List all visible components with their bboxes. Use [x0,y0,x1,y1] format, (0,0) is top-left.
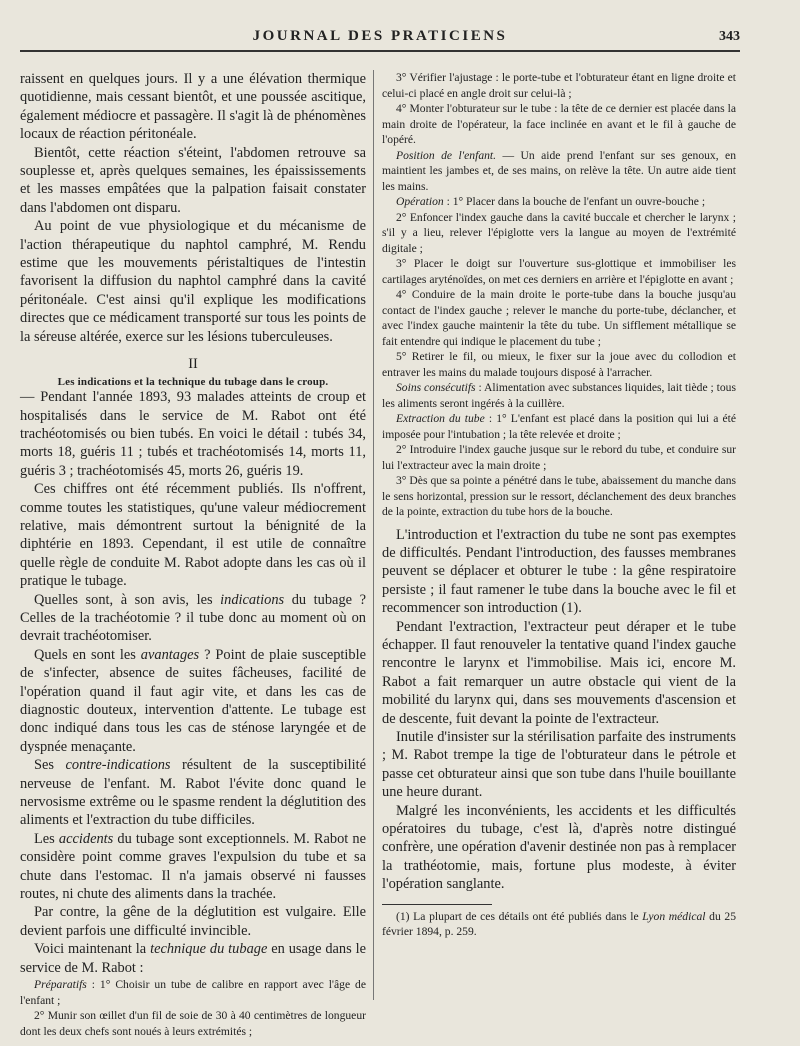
paragraph: — Pendant l'année 1893, 93 malades atteints de croup et hospitalisés dans le service de M. Rabot ont été trachéotomisés ou bien tubés. En voici le détail : tubés 34, morts 18, guéris 11 ; tubés et trachéotomisés 14, morts 11, guéris 3 ; trachéotomisés 45, morts 26, guéris 19. [20,389,366,479]
paragraph: Bientôt, cette réaction s'éteint, l'abdomen retrouve sa souplesse et, après quelques semaines, les épaississements et les masses empâtées que la palpation faisait constater dans l'abdomen ont disparu. [20,144,366,216]
page-number: 343 [719,29,740,44]
journal-title: JOURNAL DES PRATICIENS [252,28,508,44]
footnote-rule [382,904,492,905]
procedure-step: 5° Retirer le fil, ou mieux, le fixer sur la joue avec du collodion et entraver les mains du malade toujours disposé à l'arracher. [382,350,736,379]
paragraph: Les accidents du tubage sont exceptionnels. M. Rabot ne considère point comme graves l'expulsion du tube et sa chute dans l'estomac. Il n'a jamais observé ni fausses routes, ni chute des aliments dans la trachée. [20,830,366,903]
procedure-step: 2° Munir son œillet d'un fil de soie de 30 à 40 centimètres de longueur dont les deux chefs sont noués à leurs extrémités ; [20,1009,366,1038]
running-header [20,22,740,52]
procedure-step: Opération : 1° Placer dans la bouche de l'enfant un ouvre-bouche ; [396,195,706,208]
procedure-step: 3° Placer le doigt sur l'ouverture sus-glottique et immobiliser les cartilages aryténoïdes, on met ces derniers en arrière et l'épiglotte en avant ; [382,257,736,286]
paragraph: raissent en quelques jours. Il y a une élévation thermique quotidienne, mais cessant bientôt, et une poussée ascitique, également médiocre et passagère. Il s'agit là de phénomènes locaux de réaction péritonéale. [20,71,366,143]
procedure-step: 3° Vérifier l'ajustage : le porte-tube et l'obturateur étant en ligne droite et celui-ci placé en angle droit sur celui-là ; [382,71,736,100]
paragraph: Pendant l'extraction, l'extracteur peut déraper et le tube échapper. Il faut renouveler la tentative quand l'index gauche rencontre le larynx et l'immobilise. Mais ici, encore M. Rabot a fait remarquer un autre obstacle qui vient de la mobilité du larynx qui, dans ses mouvements d'ascension et de descente, fuit devant la pointe de l'extracteur. [382,618,736,727]
paragraph: Inutile d'insister sur la stérilisation parfaite des instruments ; M. Rabot trempe la tige de l'obturateur dans le pétrole et passe cet obturateur ainsi que son tube dans l'huile bouillante une heure durant. [382,728,736,801]
paragraph: Au point de vue physiologique et du mécanisme de l'action thérapeutique du naphtol camphré, M. Rendu estime que les mouvements péristaltiques de l'intestin favorisent la diffusion du naphtol camphré dans la cavité péritonéale. C'est ainsi qu'il explique les modifications directes que ce médicament transporté sur tous les points de la séreuse altérée, exerce sur les lésions tuberculeuses. [20,218,366,345]
section-title: Les indications et la technique du tubage dans le croup. [57,376,329,389]
paragraph: L'introduction et l'extraction du tube ne sont pas exemptes de difficultés. Pendant l'introduction, des fausses membranes peuvent se déplacer et obturer le tube : la gêne respiratoire persiste ; il faut ramener le tube dans la bouche avec le fil et recommencer son introduction (1). [382,526,736,617]
left-column [20,70,366,1038]
paragraph: Ces chiffres ont été récemment publiés. Ils n'offrent, comme toutes les statistiques, qu'une valeur médiocrement relative, mais démontrent surtout la bénignité de la diphtérie en 1893. Cependant, il est utile de connaître quelle règle de conduite M. Rabot adopte dans les cas où il pratique le tubage. [20,481,366,590]
paragraph: Quels en sont les avantages ? Point de plaie susceptible de s'infecter, absence de suites fâcheuses, facilité de l'opération quand il faut agir vite, et dans les cas de diagnostic douteux, intervention d'attente. Le tubage est donc indiqué dans tous les cas de sténose laryngée et de dyspnée menaçante. [20,646,366,755]
procedure-step: 3° Dès que sa pointe a pénétré dans le tube, abaissement du manche dans le sens horizontal, pression sur le ressort, déclanchement des deux branches de la pointe, extraction du tube hors de la bouche. [382,474,736,518]
paragraph: Ses contre-indications résultent de la susceptibilité nerveuse de l'enfant. M. Rabot l'évite donc quand le nervosisme extrême ou le spasme rendent la déglutition des aliments et l'extraction du tube difficiles. [20,757,366,829]
section-number: II [188,356,198,373]
paragraph: Quelles sont, à son avis, les indications du tubage ? Celles de la trachéotomie ? il tube donc au moment où on devrait trachéotomiser. [20,591,366,645]
paragraph: Par contre, la gêne de la déglutition est vulgaire. Elle devient parfois une difficulté invincible. [20,904,366,939]
procedure-step: Préparatifs : 1° Choisir un tube de calibre en rapport avec l'âge de l'enfant ; [20,978,366,1007]
procedure-step: 4° Conduire de la main droite le porte-tube dans la bouche jusqu'au contact de l'index gauche ; relever le manche du porte-tube, déclancher, et avec l'index gauche maintenir la tête du tube. Un sifflement métallique se fait entendre qui indique le placement du tube ; [382,288,736,348]
procedure-step: 2° Enfoncer l'index gauche dans la cavité buccale et chercher le larynx ; s'il y a lieu, relever l'épiglotte vers la langue au moyen de l'extrémité digitale ; [382,210,736,255]
procedure-step: Position de l'enfant. — Un aide prend l'enfant sur ses genoux, en maintient les jambes et, de ses mains, on relève la tête. Un autre aide tient les mains. [382,148,736,193]
paragraph: Malgré les inconvénients, les accidents et les difficultés opératoires du tubage, c'est là, d'après notre distingué confrère, une opération d'avenir destinée non pas à remplacer la trathéotomie, mais, fortune plus modeste, à éviter l'opération sanglante. [382,802,736,893]
paragraph: Voici maintenant la technique du tubage en usage dans le service de M. Rabot : [20,941,366,976]
right-column [382,70,736,1000]
procedure-step: Soins consécutifs : Alimentation avec substances liquides, lait tiède ; tous les aliments seront ingérés à la cuillère. [382,381,736,410]
procedure-step: 4° Monter l'obturateur sur le tube : la tête de ce dernier est placée dans la main droite de l'opérateur, la face inclinée en avant et le fil à gauche de l'opéré. [382,102,736,146]
procedure-step: Extraction du tube : 1° L'enfant est placé dans la position qui lui a été imposée pour l'intubation ; la tête relevée et droite ; [382,412,736,441]
procedure-step: 2° Introduire l'index gauche jusque sur le rebord du tube, et conduire sur lui l'extracteur avec la main droite ; [382,443,736,472]
footnote: (1) La plupart de ces détails ont été publiés dans le Lyon médical du 25 février 1894, p. 259. [382,909,736,938]
column-divider [373,70,374,1000]
